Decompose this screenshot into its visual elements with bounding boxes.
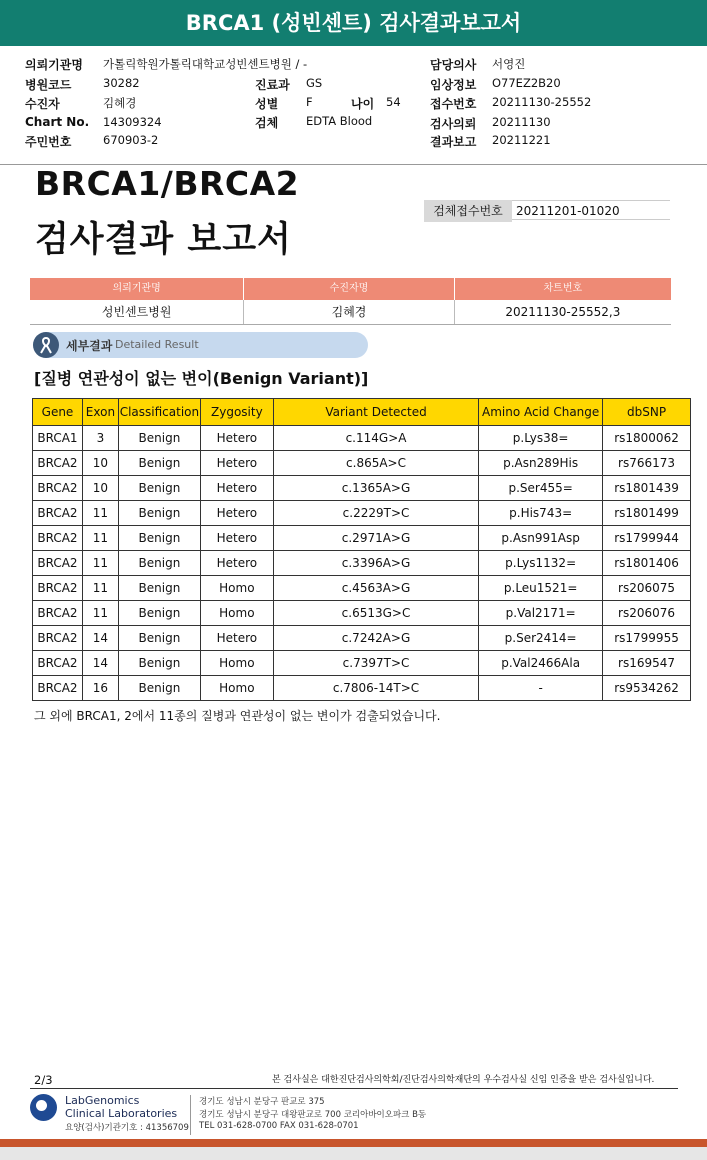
table-cell: Benign	[118, 526, 200, 551]
table-cell: 10	[82, 451, 118, 476]
detailed-result-label-ko: 세부결과	[66, 339, 113, 353]
value-age: 54	[386, 95, 401, 109]
column-header: Gene	[33, 399, 83, 426]
page-number: 2/3	[34, 1073, 53, 1087]
table-cell: BRCA2	[33, 676, 83, 701]
table-cell: Benign	[118, 651, 200, 676]
table-cell: rs1799955	[603, 626, 691, 651]
table-row	[33, 676, 691, 701]
table-cell: BRCA2	[33, 526, 83, 551]
footer-separator	[190, 1095, 191, 1135]
info-value-patient: 김혜경	[244, 300, 454, 324]
table-cell: Homo	[200, 651, 273, 676]
table-cell: -	[479, 676, 603, 701]
label-chart-no: Chart No.	[25, 115, 90, 129]
table-cell: BRCA1	[33, 426, 83, 451]
table-cell: p.Lys1132=	[479, 551, 603, 576]
table-cell: Hetero	[200, 626, 273, 651]
table-cell: p.Ser2414=	[479, 626, 603, 651]
bottom-color-strip	[0, 1139, 707, 1147]
table-cell: Benign	[118, 626, 200, 651]
table-cell: p.Asn289His	[479, 451, 603, 476]
lab-code: 요양(검사)기관기호 : 41356709	[65, 1123, 189, 1133]
table-cell: rs1801439	[603, 476, 691, 501]
detailed-result-pill	[33, 332, 368, 358]
table-cell: Hetero	[200, 501, 273, 526]
table-cell: c.7242A>G	[273, 626, 478, 651]
label-clinical-info: 임상정보	[430, 78, 477, 92]
label-receipt-no: 접수번호	[430, 97, 477, 111]
label-sex: 성별	[255, 97, 279, 111]
table-row	[33, 626, 691, 651]
table-cell: p.Val2466Ala	[479, 651, 603, 676]
table-cell: 3	[82, 426, 118, 451]
table-cell: c.1365A>G	[273, 476, 478, 501]
table-cell: c.6513G>C	[273, 601, 478, 626]
table-cell: 11	[82, 526, 118, 551]
table-cell: rs1801406	[603, 551, 691, 576]
label-dept: 진료과	[255, 78, 290, 92]
table-cell: rs206076	[603, 601, 691, 626]
specimen-receipt-label: 검체접수번호	[424, 200, 512, 222]
table-cell: c.7397T>C	[273, 651, 478, 676]
table-cell: Benign	[118, 451, 200, 476]
table-cell: Benign	[118, 476, 200, 501]
table-cell: 14	[82, 651, 118, 676]
table-cell: p.Ser455=	[479, 476, 603, 501]
table-cell: BRCA2	[33, 501, 83, 526]
info-header-institution: 의뢰기관명	[30, 278, 244, 300]
value-receipt-no: 20211130-25552	[492, 95, 592, 109]
report-title-line2: 검사결과 보고서	[35, 220, 292, 260]
table-cell: c.4563A>G	[273, 576, 478, 601]
value-doctor: 서영진	[492, 57, 526, 71]
table-cell: 11	[82, 551, 118, 576]
address-2: 경기도 성남시 분당구 대왕판교로 700 코리아바이오파크 B동	[199, 1110, 427, 1120]
table-cell: Benign	[118, 551, 200, 576]
table-cell: 11	[82, 601, 118, 626]
banner-title: BRCA1 (성빈센트) 검사결과보고서	[185, 11, 522, 35]
info-value-institution: 성빈센트병원	[30, 300, 244, 324]
column-header: Classification	[118, 399, 200, 426]
value-specimen: EDTA Blood	[306, 114, 373, 128]
lab-name-line2: Clinical Laboratories	[65, 1107, 178, 1120]
value-sex: F	[306, 95, 313, 109]
table-cell: Homo	[200, 676, 273, 701]
table-cell: 16	[82, 676, 118, 701]
table-cell: c.2229T>C	[273, 501, 478, 526]
table-row	[33, 576, 691, 601]
table-cell: Benign	[118, 676, 200, 701]
lab-name-line1: LabGenomics	[65, 1094, 140, 1107]
table-cell: c.7806-14T>C	[273, 676, 478, 701]
label-institution: 의뢰기관명	[25, 58, 83, 72]
info-value-chart: 20211130-25552,3	[505, 305, 621, 319]
info-header-row	[30, 278, 671, 300]
table-cell: rs169547	[603, 651, 691, 676]
variant-header-row	[33, 399, 691, 426]
table-cell: p.Val2171=	[479, 601, 603, 626]
table-cell: Benign	[118, 576, 200, 601]
table-cell: p.Leu1521=	[479, 576, 603, 601]
table-row	[33, 551, 691, 576]
column-header: dbSNP	[603, 399, 691, 426]
column-header: Amino Acid Change	[479, 399, 603, 426]
table-cell: 11	[82, 501, 118, 526]
label-doctor: 담당의사	[430, 58, 477, 72]
label-patient: 수진자	[25, 97, 60, 111]
table-row	[33, 651, 691, 676]
info-value-row	[30, 300, 671, 325]
table-cell: c.114G>A	[273, 426, 478, 451]
table-cell: c.2971A>G	[273, 526, 478, 551]
contact-tel: TEL 031-628-0700 FAX 031-628-0701	[199, 1121, 359, 1131]
value-dept: GS	[306, 76, 323, 90]
info-header-patient: 수진자명	[244, 278, 454, 300]
variant-table	[32, 398, 691, 701]
table-cell: Benign	[118, 426, 200, 451]
label-test-request: 검사의뢰	[430, 117, 477, 131]
table-cell: 14	[82, 626, 118, 651]
table-row	[33, 501, 691, 526]
table-cell: rs9534262	[603, 676, 691, 701]
table-cell: rs206075	[603, 576, 691, 601]
table-cell: BRCA2	[33, 451, 83, 476]
value-clinical-info: O77EZ2B20	[492, 76, 561, 90]
table-cell: BRCA2	[33, 626, 83, 651]
table-cell: rs1800062	[603, 426, 691, 451]
report-banner	[0, 0, 707, 46]
value-test-request: 20211130	[492, 115, 551, 129]
value-institution: 가톨릭학원가톨릭대학교성빈센트병원 / -	[103, 57, 308, 71]
detailed-result-label-en: Detailed Result	[115, 338, 199, 351]
column-header: Exon	[82, 399, 118, 426]
bottom-gray-strip	[0, 1147, 707, 1160]
column-header: Variant Detected	[273, 399, 478, 426]
table-cell: Hetero	[200, 551, 273, 576]
table-cell: Benign	[118, 501, 200, 526]
table-cell: Hetero	[200, 526, 273, 551]
info-table	[30, 278, 671, 325]
table-cell: BRCA2	[33, 551, 83, 576]
label-resident-no: 주민번호	[25, 135, 72, 149]
report-title-line1: BRCA1/BRCA2	[35, 164, 300, 203]
table-cell: Homo	[200, 576, 273, 601]
table-row	[33, 451, 691, 476]
table-cell: p.Asn991Asp	[479, 526, 603, 551]
section-title: [질병 연관성이 없는 변이(Benign Variant)]	[34, 369, 369, 388]
table-cell: rs1799944	[603, 526, 691, 551]
label-age: 나이	[351, 97, 375, 111]
info-header-chart: 차트번호	[543, 283, 583, 294]
table-cell: Benign	[118, 601, 200, 626]
table-cell: p.His743=	[479, 501, 603, 526]
value-chart-no: 14309324	[103, 115, 162, 129]
table-cell: 11	[82, 576, 118, 601]
label-specimen: 검체	[255, 116, 279, 130]
table-cell: p.Lys38=	[479, 426, 603, 451]
table-cell: Hetero	[200, 451, 273, 476]
note-text: 그 외에 BRCA1, 2에서 11종의 질병과 연관성이 없는 변이가 검출되었습니다.	[34, 709, 441, 723]
value-resident-no: 670903-2	[103, 133, 159, 147]
address-1: 경기도 성남시 분당구 판교로 375	[199, 1097, 325, 1107]
table-cell: Hetero	[200, 426, 273, 451]
table-cell: BRCA2	[33, 601, 83, 626]
specimen-receipt-value: 20211201-01020	[512, 200, 670, 220]
column-header: Zygosity	[200, 399, 273, 426]
table-cell: rs766173	[603, 451, 691, 476]
table-cell: BRCA2	[33, 576, 83, 601]
certification-text: 본 검사실은 대한진단검사의학회/진단검사의학재단의 우수검사실 신임 인증을 받은 검사실입니다.	[272, 1075, 655, 1085]
table-cell: BRCA2	[33, 476, 83, 501]
label-hospital-code: 병원코드	[25, 78, 72, 92]
value-result-report: 20211221	[492, 133, 551, 147]
ribbon-icon	[33, 332, 59, 358]
report-page	[0, 164, 707, 1160]
table-row	[33, 476, 691, 501]
table-cell: Hetero	[200, 476, 273, 501]
table-cell: c.3396A>G	[273, 551, 478, 576]
table-cell: BRCA2	[33, 651, 83, 676]
table-cell: c.865A>C	[273, 451, 478, 476]
patient-header	[0, 46, 707, 165]
table-cell: 10	[82, 476, 118, 501]
label-result-report: 결과보고	[430, 135, 477, 149]
specimen-receipt	[424, 200, 670, 222]
value-patient: 김혜경	[103, 96, 137, 110]
value-hospital-code: 30282	[103, 76, 140, 90]
table-cell: Homo	[200, 601, 273, 626]
table-row	[33, 601, 691, 626]
table-row	[33, 526, 691, 551]
table-cell: rs1801499	[603, 501, 691, 526]
table-row	[33, 426, 691, 451]
labgenomics-logo	[30, 1094, 57, 1121]
footer-divider	[30, 1088, 678, 1089]
